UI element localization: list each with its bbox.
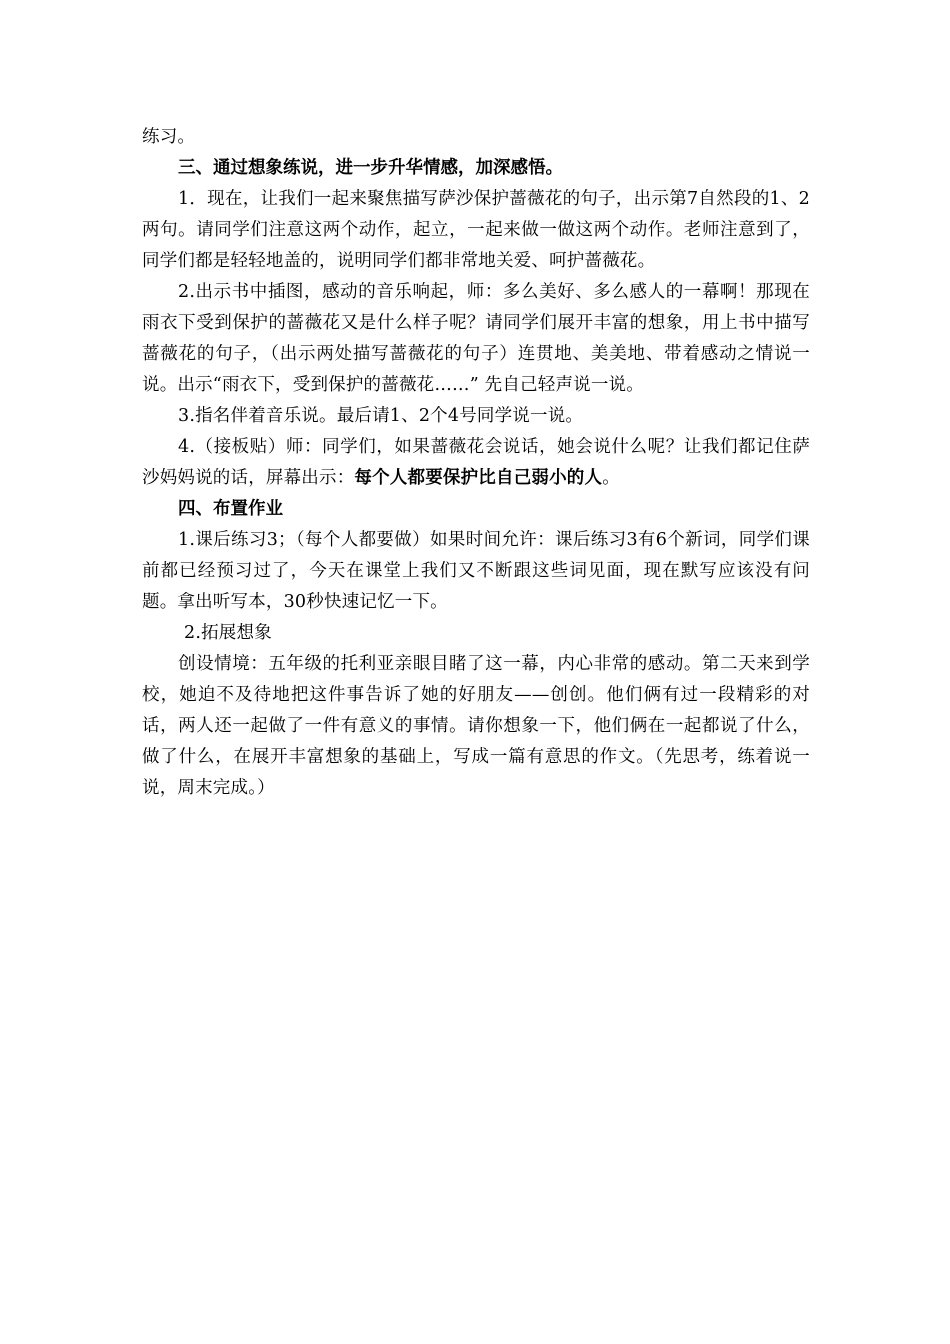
- section-4-heading: 四、布置作业: [178, 499, 283, 519]
- section-4-paragraph-3: 创设情境：五年级的托利亚亲眼目睹了这一幕，内心非常的感动。第二天来到学校，她迫不及待地把这件事告诉了她的好朋友——创创。他们俩有过一段精彩的对话，两人还一起做了一件有意义的事情。请你想象一下，他们俩在一起都说了什么，做了什么，在展开丰富想象的基础上，写成一篇有意思的作文。（先思考，练着说一说，周末完成。）: [142, 654, 810, 798]
- section-4-paragraph-1: 1.课后练习3；（每个人都要做）如果时间允许：课后练习3有6个新词，同学们课前都已经预习过了，今天在课堂上我们又不断跟这些词见面，现在默写应该没有问题。拿出听写本，30秒快速记忆一下。: [142, 530, 810, 612]
- s3-p4-end: 。: [602, 468, 620, 488]
- section-3-paragraph-1: 1．现在，让我们一起来聚焦描写萨沙保护蔷薇花的句子，出示第7自然段的1、2两句。请同学们注意这两个动作，起立，一起来做一做这两个动作。老师注意到了，同学们都是轻轻地盖的，说明同学们都非常地关爱、呵护蔷薇花。: [142, 189, 810, 271]
- section-4-paragraph-2: 2.拓展想象: [184, 623, 272, 643]
- section-3-paragraph-2: 2.出示书中插图，感动的音乐响起，师：多么美好、多么感人的一幕啊！那现在雨衣下受到保护的蔷薇花又是什么样子呢？请同学们展开丰富的想象，用上书中描写蔷薇花的句子，（出示两处描写蔷薇花的句子）连贯地、美美地、带着感动之情说一说。出示“雨衣下，受到保护的蔷薇花……” 先自己轻声说一说。: [142, 282, 810, 395]
- section-3-paragraph-4: [142, 432, 810, 494]
- section-3-heading: 三、通过想象练说，进一步升华情感，加深感悟。: [178, 158, 563, 178]
- document-page: [142, 122, 810, 804]
- s3-p4-lead: 4.（接板贴）师：同学们，如果蔷薇花会说话，她会说什么呢？让我们都记住萨沙妈妈说的话，屏幕出示：: [142, 437, 810, 488]
- s3-p4-bold: 每个人都要保护比自己弱小的人: [354, 468, 603, 488]
- section-3-paragraph-3: 3.指名伴着音乐说。最后请1、2个4号同学说一说。: [178, 406, 584, 426]
- paragraph-prev-tail: 练习。: [142, 127, 196, 147]
